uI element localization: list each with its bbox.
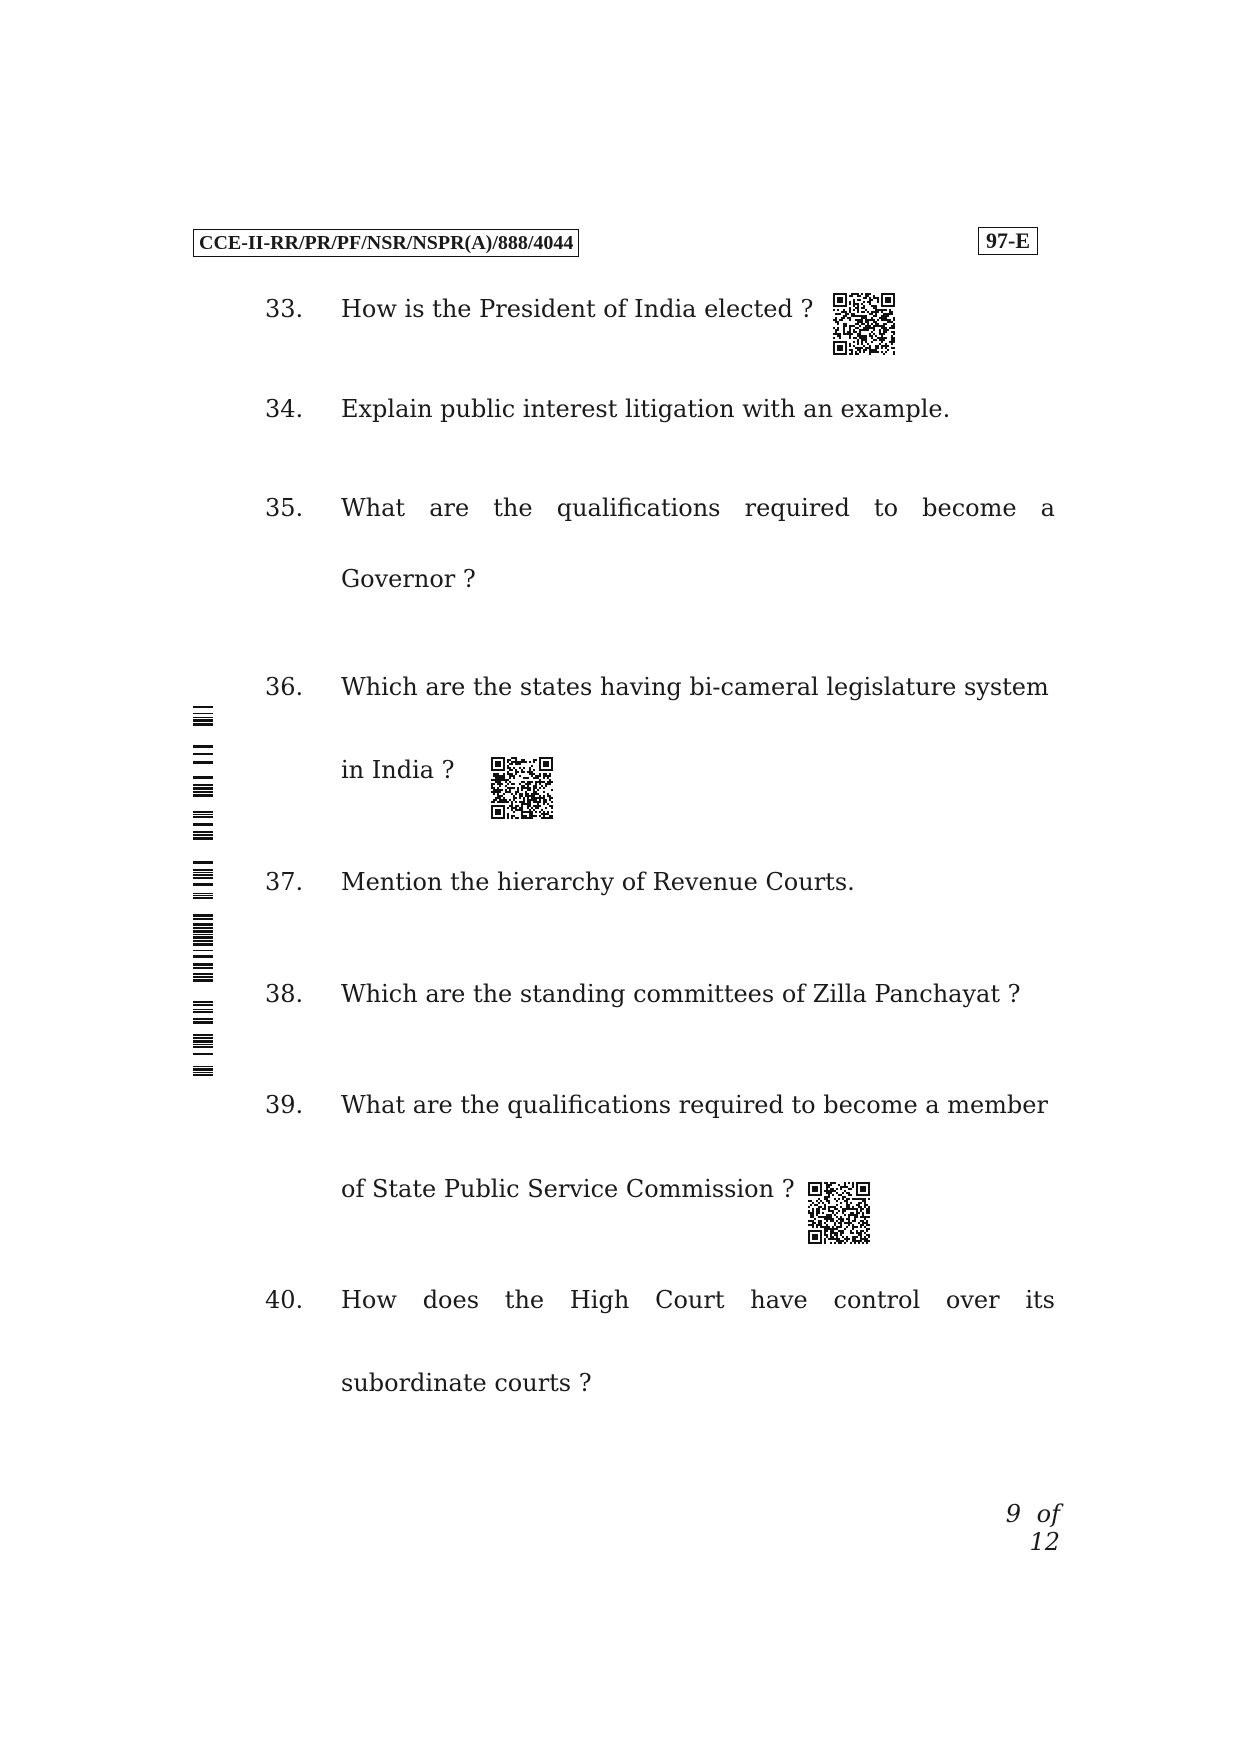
word: does — [422, 1286, 480, 1314]
question-37 — [265, 868, 1055, 898]
question-38 — [265, 980, 1055, 1010]
question-40 — [265, 1286, 1055, 1399]
qr-code-icon — [491, 757, 553, 819]
question-number: 40. — [265, 1286, 304, 1314]
question-34 — [265, 395, 1055, 425]
question-number: 35. — [265, 494, 304, 522]
question-number: 37. — [265, 868, 304, 896]
question-text-continued: Governor ? — [341, 565, 476, 593]
word: the — [493, 494, 533, 522]
word: have — [750, 1286, 808, 1314]
word: the — [504, 1286, 545, 1314]
question-text: Mention the hierarchy of Revenue Courts. — [341, 868, 855, 896]
word: qualifications — [556, 494, 721, 522]
word: High — [569, 1286, 630, 1314]
question-36 — [265, 673, 1055, 786]
question-text: Which are the states having bi-cameral legislature system — [341, 673, 1049, 701]
qr-code-icon — [808, 1182, 870, 1244]
word: its — [1025, 1286, 1055, 1314]
qr-code-icon — [833, 293, 895, 355]
question-33 — [265, 295, 1055, 325]
question-text: How is the President of India elected ? — [341, 295, 814, 323]
question-number: 39. — [265, 1091, 304, 1119]
question-39 — [265, 1091, 1055, 1205]
word: are — [429, 494, 470, 522]
question-text — [341, 494, 1055, 522]
word: control — [833, 1286, 921, 1314]
question-number: 34. — [265, 395, 304, 423]
word: How — [341, 1286, 397, 1314]
barcode-icon — [193, 700, 213, 1084]
question-text: Which are the standing committees of Zilla Panchayat ? — [341, 980, 1021, 1008]
word: required — [744, 494, 850, 522]
question-number: 36. — [265, 673, 304, 701]
question-number: 33. — [265, 295, 304, 323]
word: a — [1040, 494, 1055, 522]
word: become — [922, 494, 1017, 522]
question-35 — [265, 494, 1055, 595]
question-text: Explain public interest litigation with an example. — [341, 395, 951, 423]
question-number: 38. — [265, 980, 304, 1008]
word: over — [945, 1286, 1000, 1314]
question-text-continued: subordinate courts ? — [341, 1369, 592, 1397]
question-text: What are the qualifications required to become a member — [341, 1091, 1048, 1119]
word: What — [341, 494, 406, 522]
word: to — [873, 494, 899, 522]
question-text-continued: of State Public Service Commission ? — [341, 1175, 795, 1203]
word: Court — [655, 1286, 725, 1314]
question-text-continued: in India ? — [341, 756, 455, 784]
page-number: 9 of 12 — [1005, 1500, 1060, 1556]
paper-code-box: CCE-II-RR/PR/PF/NSR/NSPR(A)/888/4044 — [193, 229, 579, 257]
set-code-box: 97-E — [978, 227, 1038, 255]
question-text — [341, 1286, 1055, 1314]
